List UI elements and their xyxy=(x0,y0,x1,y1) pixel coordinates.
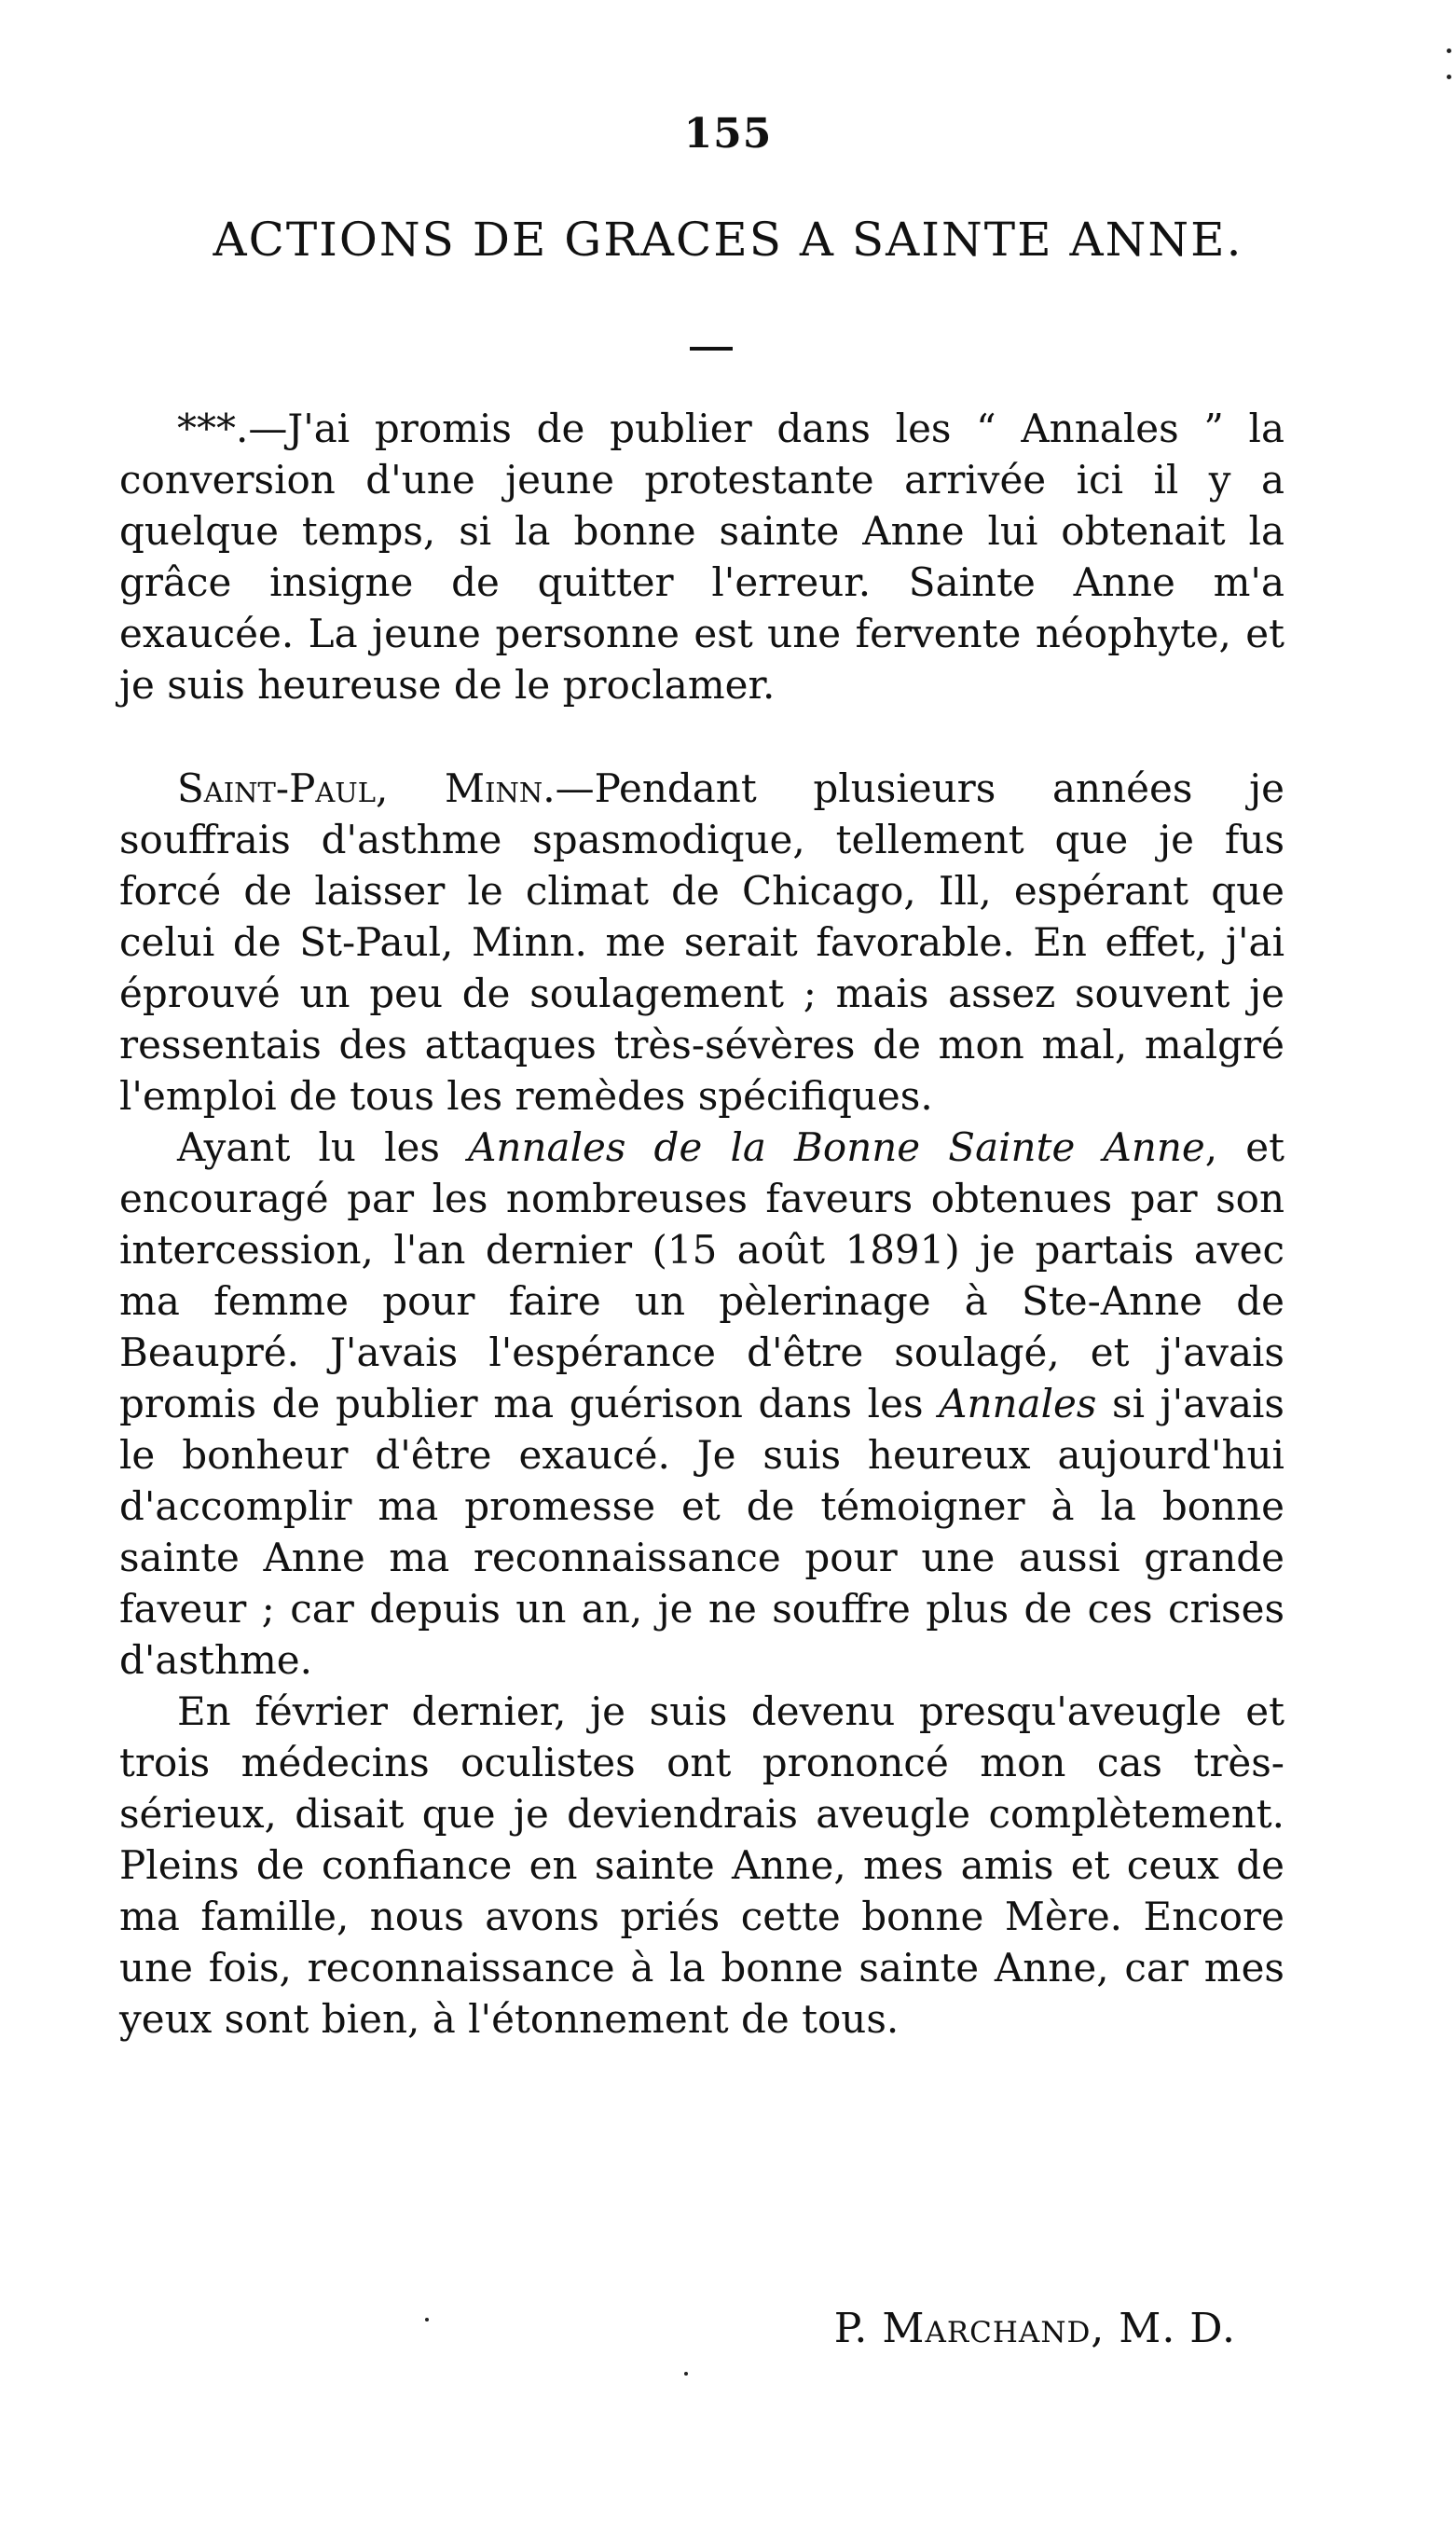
scan-speck xyxy=(1447,48,1451,53)
scan-speck xyxy=(425,2318,429,2321)
annales-title: Annales de la Bonne Sainte Anne xyxy=(468,1124,1205,1170)
scan-speck xyxy=(684,2372,688,2376)
paragraph-two-end: si j'avais le bonheur d'être exaucé. Je suis heureux aujourd'hui d'accomplir ma promesse et de témoigner à la bonne sainte Anne ma reconnaissance pour une aussi grande faveur ; car depuis un an, je ne souffre plus de ces crises d'asthme. xyxy=(119,1381,1284,1683)
page-heading: ACTIONS DE GRACES A SAINTE ANNE. xyxy=(213,213,1243,267)
scan-speck xyxy=(1447,75,1451,79)
letter-anonymous-text xyxy=(119,403,1284,710)
page-number: 155 xyxy=(683,110,773,158)
letter-saint-paul xyxy=(119,763,1284,2045)
letter-anonymous-body: ***.—J'ai promis de publier dans les “ Annales ” la conversion d'une jeune protestante arrivée ici il y a quelque temps, si la bonne sainte Anne lui obtenait la grâce insigne de quitter l'erreur. Sainte Anne m'a exaucée. La jeune personne est une fervente néophyte, et je suis heureuse de le proclamer. xyxy=(119,406,1284,708)
section-divider xyxy=(690,347,733,351)
signature: P. Marchand, M. D. xyxy=(833,2305,1236,2352)
letter-saint-paul-paragraph-2 xyxy=(119,1122,1284,1686)
annales-title-short: Annales xyxy=(939,1381,1097,1426)
letter-saint-paul-paragraph-3: En février dernier, je suis devenu presqu'aveugle et trois médecins oculistes ont prononcé mon cas très-sérieux, disait que je deviendrais aveugle complètement. Pleins de confiance en sainte Anne, mes amis et ceux de ma famille, nous avons priés cette bonne Mère. Encore une fois, reconnaissance à la bonne sainte Anne, car mes yeux sont bien, à l'étonnement de tous. xyxy=(119,1688,1284,2042)
paragraph-two-start: Ayant lu les xyxy=(177,1124,469,1170)
letter-anonymous xyxy=(119,403,1284,710)
letter-saint-paul-paragraph-1 xyxy=(119,763,1284,1122)
letter-saint-paul-body: —Pendant plusieurs années je souffrais d'asthme spasmodique, tellement que je fus forcé de laisser le climat de Chicago, Ill, espérant que celui de St-Paul, Minn. me serait favorable. En effet, j'ai éprouvé un peu de soulagement ; mais assez souvent je ressentais des attaques très-sévères de mon mal, malgré l'emploi de tous les remèdes spécifiques. xyxy=(119,765,1284,1119)
letter-place: Saint-Paul, Minn. xyxy=(177,765,556,811)
paragraph-two-middle: , et encouragé par les nombreuses faveurs obtenues par son intercession, l'an dernier (15 août 1891) je partais avec ma femme pour faire un pèlerinage à Ste-Anne de Beaupré. J'avais l'espérance d'être soulagé, et j'avais promis de publier ma guérison dans les xyxy=(119,1124,1285,1426)
